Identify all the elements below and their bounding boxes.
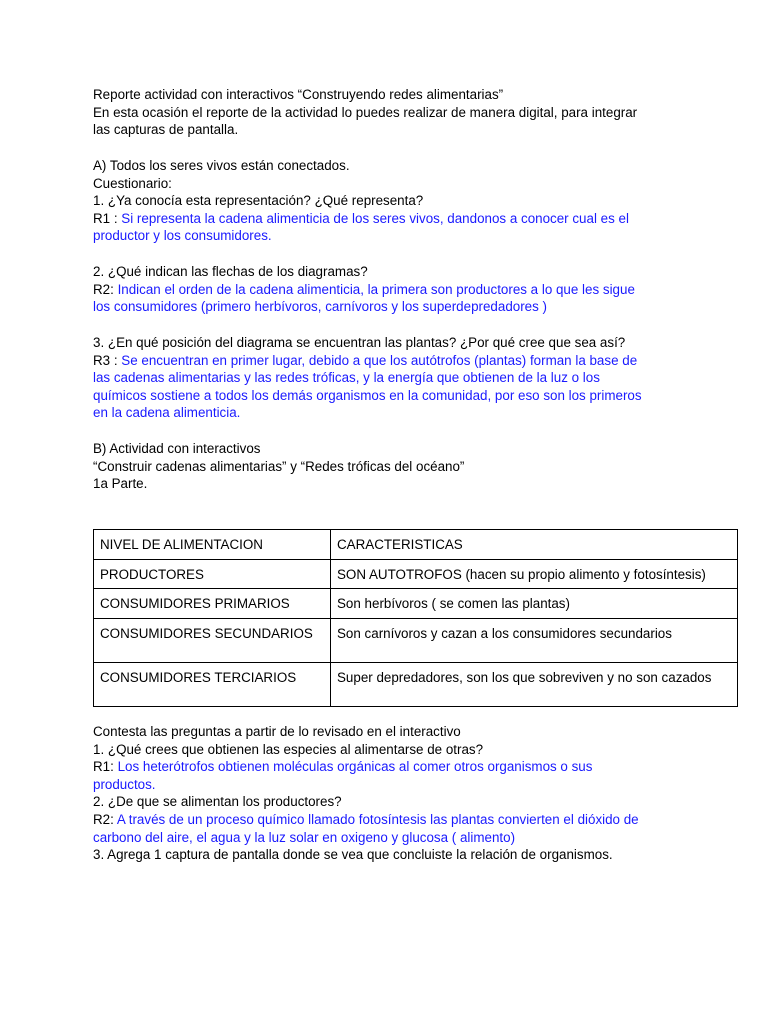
table-cell: CONSUMIDORES PRIMARIOS (94, 589, 331, 618)
table-cell: CONSUMIDORES SECUNDARIOS (94, 618, 331, 662)
answer-3-line-1 (93, 352, 693, 370)
section-a-heading: A) Todos los seres vivos están conectados. (93, 158, 350, 173)
questionnaire-label: Cuestionario: (93, 175, 172, 191)
table-cell: CONSUMIDORES TERCIARIOS (94, 662, 331, 706)
answer-2-line-1 (93, 281, 693, 299)
table-row (94, 589, 738, 618)
question-c-1: 1. ¿Qué crees que obtienen las especies al alimentarse de otras? (93, 741, 484, 757)
answer-1-label: R1 : (93, 210, 122, 226)
table-cell: Super depredadores, son los que sobreviven y no son cazados (331, 662, 738, 706)
table-cell: Son carnívoros y cazan a los consumidores secundarios (331, 618, 738, 662)
answer-1-line-2: productor y los consumidores. (93, 228, 272, 244)
answer-2-text: Indican el orden de la cadena alimenticia, la primera son productores a lo que les sigue (117, 281, 635, 297)
table-row (94, 560, 738, 589)
table-cell: SON AUTOTROFOS (hacen su propio alimento y fotosíntesis) (331, 560, 738, 589)
table-header-cell: NIVEL DE ALIMENTACION (94, 530, 331, 560)
answer-c-2-line-1 (93, 811, 693, 829)
question-3-block (93, 334, 693, 422)
table-cell: Son herbívoros ( se comen las plantas) (331, 589, 738, 618)
answer-3-line-4: en la cadena alimenticia. (93, 405, 241, 421)
report-title: Reporte actividad con interactivos “Construyendo redes alimentarias” (93, 87, 504, 102)
feeding-levels-table (93, 529, 738, 707)
section-b-subheading: “Construir cadenas alimentarias” y “Redes tróficas del océano” (93, 458, 465, 474)
answer-3-text: Se encuentran en primer lugar, debido a que los autótrofos (plantas) forman la base de (121, 352, 638, 368)
part-label: 1a Parte. (93, 476, 148, 492)
answer-c-1-line-1 (93, 758, 693, 776)
answer-c-2-label: R2: (93, 811, 117, 827)
section-c (93, 723, 693, 864)
section-b (93, 440, 693, 493)
table-header-cell: CARACTERISTICAS (331, 530, 738, 560)
answer-c-1-text: Los heterótrofos obtienen moléculas orgánicas al comer otros organismos o sus (117, 759, 593, 775)
table-header-row (94, 530, 738, 560)
answer-c-2-line-2: carbono del aire, el agua y la luz solar en oxigeno y glucosa ( alimento) (93, 829, 516, 845)
answer-3-line-2: las cadenas alimentarias y las redes tróficas, y la energía que obtienen de la luz o los (93, 370, 600, 386)
intro-desc-line-2: las capturas de pantalla. (93, 122, 239, 138)
intro-block (93, 86, 693, 139)
answer-2-line-2: los consumidores (primero herbívoros, carnívoros y los superdepredadores ) (93, 299, 547, 315)
question-c-3: 3. Agrega 1 captura de pantalla donde se vea que concluiste la relación de organismos. (93, 847, 613, 863)
question-2: 2. ¿Qué indican las flechas de los diagramas? (93, 264, 368, 279)
answer-c-1-label: R1: (93, 759, 118, 775)
section-b-heading: B) Actividad con interactivos (93, 441, 261, 456)
section-a (93, 157, 693, 245)
answer-c-1-line-2: productos. (93, 776, 156, 792)
question-3: 3. ¿En qué posición del diagrama se encuentran las plantas? ¿Por qué cree que sea así? (93, 335, 626, 350)
answer-2-label: R2: (93, 281, 118, 297)
answer-1-text: Si representa la cadena alimenticia de los seres vivos, dandonos a conocer cual es el (121, 210, 629, 226)
answer-c-2-text: A través de un proceso químico llamado fotosíntesis las plantas convierten el dióxido de (116, 811, 639, 827)
table-cell: PRODUCTORES (94, 560, 331, 589)
section-c-intro: Contesta las preguntas a partir de lo revisado en el interactivo (93, 724, 461, 739)
table-row (94, 662, 738, 706)
answer-3-line-3: químicos sostiene a todos los demás organismos en la comunidad, por eso son los primeros (93, 387, 642, 403)
question-1: 1. ¿Ya conocía esta representación? ¿Qué representa? (93, 193, 424, 209)
table-row (94, 618, 738, 662)
question-c-2: 2. ¿De que se alimentan los productores? (93, 794, 342, 810)
answer-1-line-1 (93, 210, 693, 228)
intro-desc-line-1: En esta ocasión el reporte de la actividad lo puedes realizar de manera digital, para integrar (93, 104, 638, 120)
answer-3-label: R3 : (93, 352, 122, 368)
question-2-block (93, 263, 693, 316)
